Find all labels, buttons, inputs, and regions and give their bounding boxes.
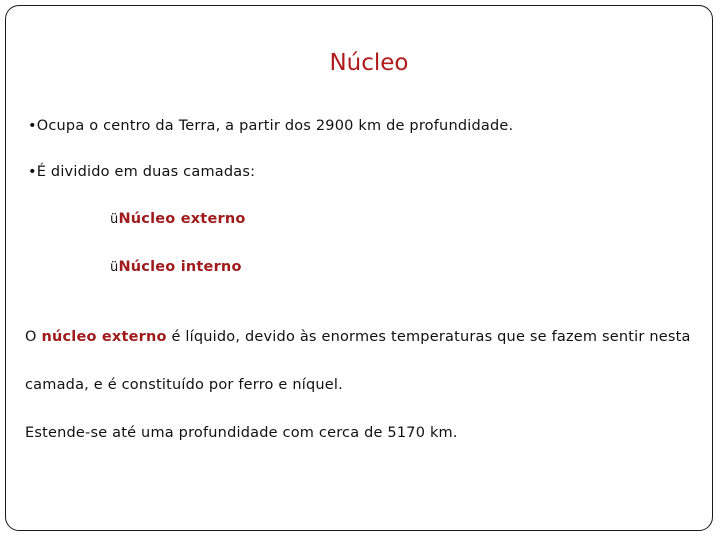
bullet-item: •Ocupa o centro da Terra, a partir dos 2900 km de profundidade.: [28, 118, 514, 134]
paragraph-suffix: é líquido, devido às enormes temperaturas que se fazem sentir nesta: [166, 329, 691, 345]
sub-item-nucleo-externo: [110, 211, 246, 227]
checkmark-icon: ü: [110, 260, 119, 275]
sub-item-nucleo-interno: [110, 259, 242, 275]
sub-item-label: Núcleo interno: [118, 259, 242, 275]
sub-item-label: Núcleo externo: [118, 211, 246, 227]
paragraph-prefix: O: [25, 329, 42, 345]
highlighted-term: núcleo externo: [41, 329, 167, 345]
paragraph-nucleo-externo: [25, 329, 691, 345]
paragraph-depth: Estende-se até uma profundidade com cerca de 5170 km.: [25, 425, 458, 441]
slide-title: Núcleo: [329, 50, 409, 76]
checkmark-icon: ü: [110, 212, 119, 227]
paragraph-continuation: camada, e é constituído por ferro e níquel.: [25, 377, 343, 393]
bullet-item: •É dividido em duas camadas:: [28, 164, 256, 180]
